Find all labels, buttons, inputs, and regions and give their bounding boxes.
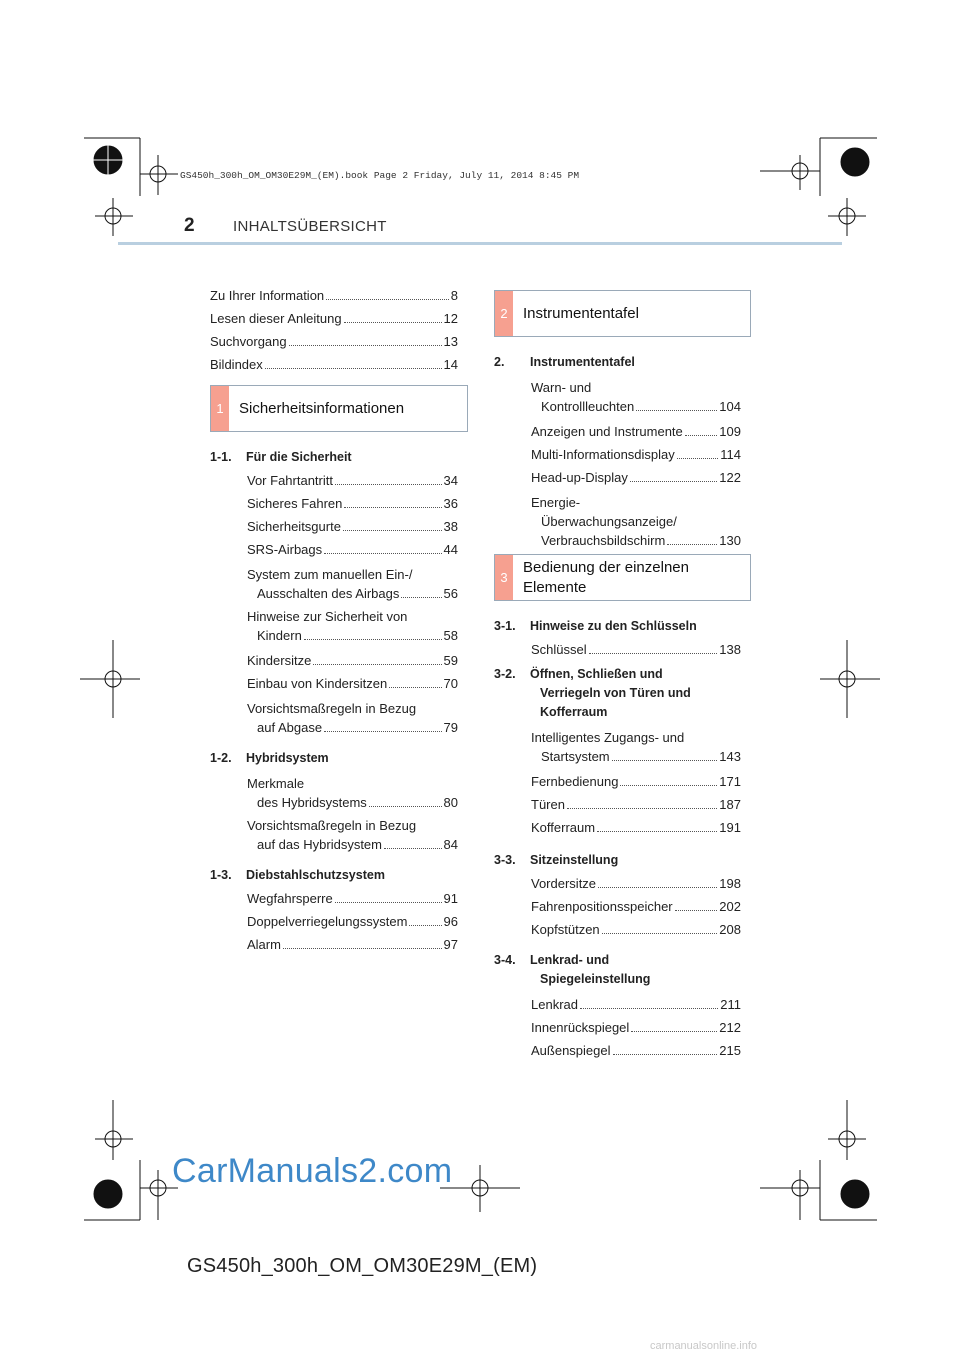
section-3-list — [494, 615, 741, 1062]
toc-entry[interactable]: Außenspiegel 215 — [531, 1043, 741, 1058]
toc-entry[interactable]: Vorsichtsmaßregeln in Bezug auf das Hybridsystem 84 — [247, 818, 458, 852]
toc-entry[interactable]: Multi-Informationsdisplay 114 — [531, 447, 741, 462]
toc-entry[interactable]: Vor Fahrtantritt 34 — [247, 473, 458, 488]
toc-entry[interactable]: System zum manuellen Ein-/ Ausschalten des Airbags 56 — [247, 567, 458, 601]
subsection-heading[interactable]: 3-2. Öffnen, Schließen und Verriegeln von Türen und Kofferraum — [494, 667, 691, 719]
watermark-logo: CarManuals2.com — [172, 1152, 453, 1190]
toc-entry[interactable]: Alarm 97 — [247, 937, 458, 952]
page-title: INHALTSÜBERSICHT — [233, 218, 387, 235]
toc-entry[interactable]: Anzeigen und Instrumente 109 — [531, 424, 741, 439]
toc-entry[interactable]: Fernbedienung 171 — [531, 774, 741, 789]
toc-entry-suchvorgang[interactable]: Suchvorgang 13 — [210, 334, 458, 349]
subsection-heading[interactable]: 2. Instrumententafel — [494, 355, 635, 369]
footer-code: GS450h_300h_OM_OM30E29M_(EM) — [187, 1255, 538, 1277]
toc-entry-lesen-dieser-anleitung[interactable]: Lesen dieser Anleitung 12 — [210, 311, 458, 326]
section-title: Bedienung der einzelnen Elemente — [523, 558, 689, 596]
subsection-heading[interactable]: 3-1. Hinweise zu den Schlüsseln — [494, 619, 697, 633]
section-header-1[interactable] — [210, 385, 468, 432]
subsection-heading[interactable]: 3-4. Lenkrad- und Spiegeleinstellung — [494, 953, 651, 986]
section-header-3[interactable] — [494, 554, 751, 601]
toc-entry[interactable]: Head-up-Display 122 — [531, 470, 741, 485]
toc-entry[interactable]: Vorsichtsmaßregeln in Bezug auf Abgase 79 — [247, 701, 458, 735]
subsection-heading[interactable]: 1-1. Für die Sicherheit — [210, 450, 352, 464]
toc-entry[interactable]: Türen 187 — [531, 797, 741, 812]
section-title: Instrumententafel — [523, 304, 639, 322]
toc-entry[interactable]: Energie- Überwachungsanzeige/ Verbrauchsbildschirm 130 — [531, 495, 741, 548]
site-watermark: carmanualsonline.info — [650, 1340, 758, 1352]
subsection-heading[interactable]: 1-2. Hybridsystem — [210, 751, 329, 765]
book-info-line: GS450h_300h_OM_OM30E29M_(EM).book Page 2 Friday, July 11, 2014 8:45 PM — [180, 170, 580, 181]
subsection-heading[interactable]: 3-3. Sitzeinstellung — [494, 853, 619, 867]
toc-entry[interactable]: Fahrenpositionsspeicher 202 — [531, 899, 741, 914]
section-header-2[interactable] — [494, 290, 751, 337]
toc-entry[interactable]: Kopfstützen 208 — [531, 922, 741, 937]
section-title: Sicherheitsinformationen — [239, 399, 405, 417]
toc-entry[interactable]: Hinweise zur Sicherheit von Kindern 58 — [247, 609, 458, 643]
toc-entry[interactable]: Doppelverriegelungssystem 96 — [247, 914, 458, 929]
toc-entry[interactable]: Wegfahrsperre 91 — [247, 891, 458, 906]
page-number: 2 — [184, 215, 195, 236]
toc-entry[interactable]: Merkmale des Hybridsystems 80 — [247, 776, 458, 810]
section-1-list — [210, 446, 458, 956]
section-number: 1 — [211, 386, 229, 431]
toc-entry[interactable]: Intelligentes Zugangs- und Startsystem 143 — [531, 730, 741, 764]
toc-entry[interactable]: Kofferraum 191 — [531, 820, 741, 835]
toc-entry-bildindex[interactable]: Bildindex 14 — [210, 357, 458, 372]
header-rule — [118, 242, 842, 245]
toc-entry[interactable]: Sicherheitsgurte 38 — [247, 519, 458, 534]
toc-entry[interactable]: Schlüssel 138 — [531, 642, 741, 657]
section-2-list — [494, 351, 741, 550]
subsection-heading[interactable]: 1-3. Diebstahlschutzsystem — [210, 868, 385, 882]
toc-entry[interactable]: Lenkrad 211 — [531, 997, 741, 1012]
section-number: 3 — [495, 555, 513, 600]
toc-entry[interactable]: Innenrückspiegel 212 — [531, 1020, 741, 1035]
toc-entry[interactable]: Einbau von Kindersitzen 70 — [247, 676, 458, 691]
toc-entry[interactable]: Sicheres Fahren 36 — [247, 496, 458, 511]
toc-entry[interactable]: Warn- und Kontrollleuchten 104 — [531, 380, 741, 414]
intro-list — [210, 284, 458, 376]
toc-entry[interactable]: SRS-Airbags 44 — [247, 542, 458, 557]
section-number: 2 — [495, 291, 513, 336]
toc-entry[interactable]: Vordersitze 198 — [531, 876, 741, 891]
toc-entry-zu-ihrer-information[interactable]: Zu Ihrer Information 8 — [210, 288, 458, 303]
toc-entry[interactable]: Kindersitze 59 — [247, 653, 458, 668]
